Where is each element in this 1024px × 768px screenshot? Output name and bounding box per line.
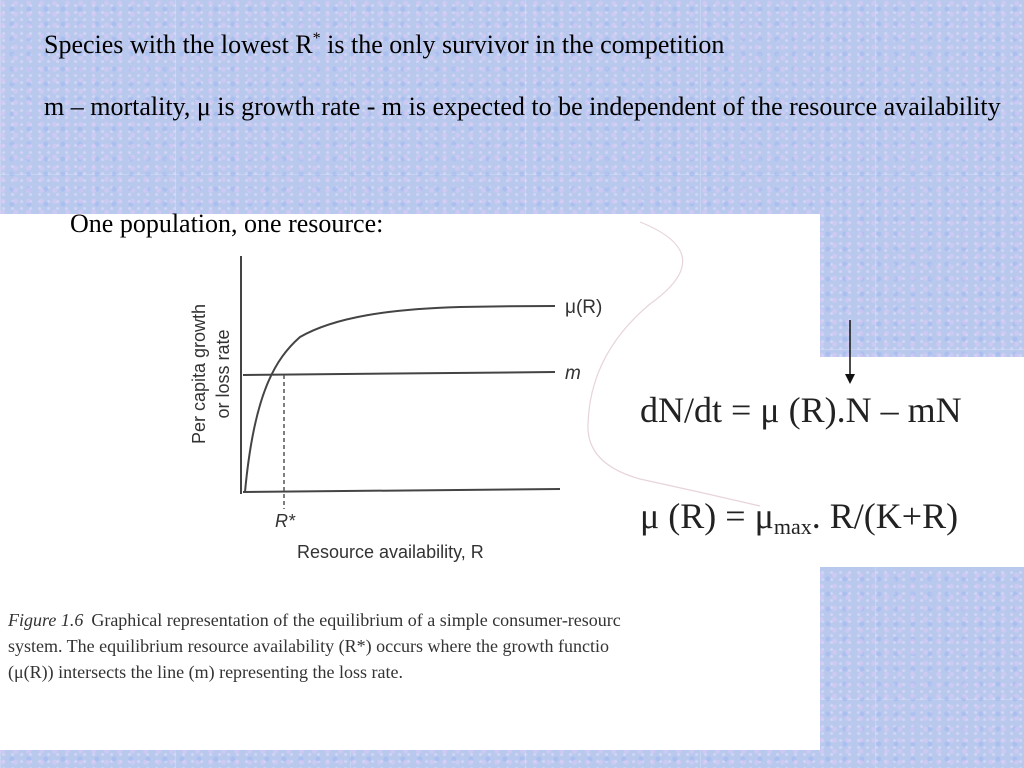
growth-curve-label: μ(R) [565, 297, 603, 318]
caption-line-1: Figure 1.6 Graphical representation of the equilibrium of a simple consumer-resourc [8, 610, 621, 630]
loss-rate-line [243, 372, 555, 375]
loss-line-label: m [565, 363, 581, 384]
x-axis-label: Resource availability, R [297, 542, 484, 562]
caption-line-2: system. The equilibrium resource availability (R*) occurs where the growth functio [8, 636, 609, 656]
y-axis-label [189, 304, 233, 444]
caption-figure-number: Figure 1.6 [8, 610, 84, 630]
y-axis-label-line1: Per capita growth [189, 303, 209, 445]
mortality-definition: m – mortality, μ is growth rate - m is expected to be independent of the resource availability [44, 92, 1001, 121]
section-heading: One population, one resource: [70, 209, 384, 238]
survivor-statement: Species with the lowest R* is the only survivor in the competition [44, 30, 725, 59]
pointer-arrow-head [845, 374, 855, 384]
rstar-label: R* [275, 511, 296, 531]
population-equation: dN/dt = μ (R).N – mN [640, 390, 962, 430]
caption-line-3: (μ(R)) intersects the line (m) representing the loss rate. [8, 662, 404, 682]
growth-curve [245, 306, 555, 492]
y-axis-label-line2: or loss rate [213, 329, 233, 419]
model-equations [600, 310, 1024, 570]
x-axis [243, 489, 560, 492]
growth-function-equation: μ (R) = μmax. R/(K+R) [640, 496, 959, 539]
